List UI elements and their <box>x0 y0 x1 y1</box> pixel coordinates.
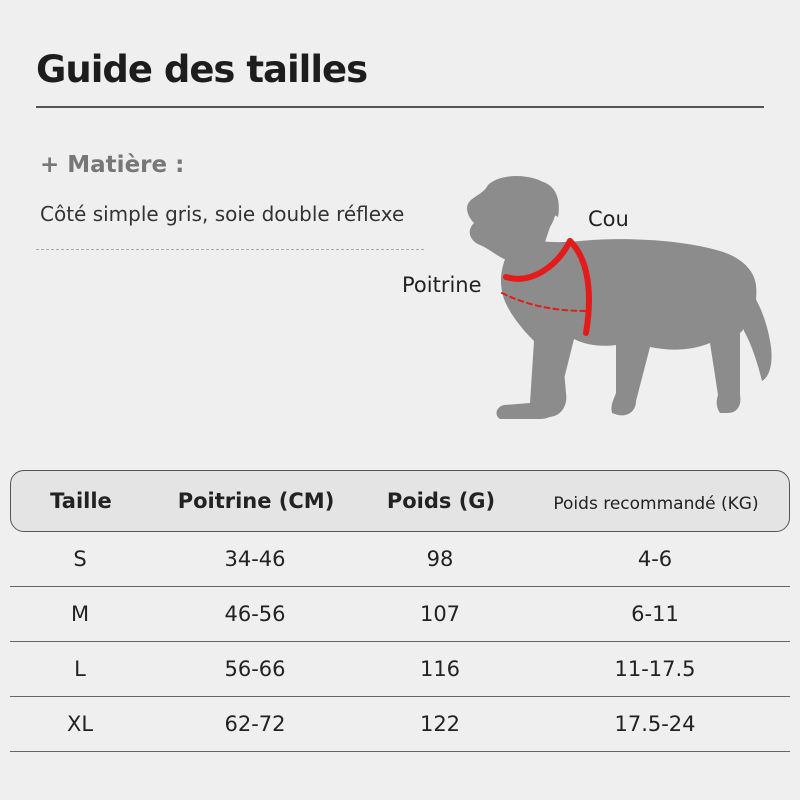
table-row <box>10 532 790 587</box>
table-row <box>10 697 790 752</box>
header-size: Taille <box>50 489 112 513</box>
recommended-weight-cell: 6-11 <box>631 602 679 626</box>
header-weight: Poids (G) <box>386 489 496 513</box>
size-cell: XL <box>66 712 94 736</box>
chest-cell: 46-56 <box>224 602 286 626</box>
weight-cell: 116 <box>419 657 461 681</box>
weight-cell: 122 <box>419 712 461 736</box>
size-table <box>10 470 790 752</box>
dotted-divider <box>36 249 424 250</box>
size-cell: L <box>74 657 86 681</box>
header-chest: Poitrine (CM) <box>177 489 335 513</box>
material-heading: + Matière : <box>40 152 185 178</box>
material-description: Côté simple gris, soie double réflexe <box>40 202 405 226</box>
page-title: Guide des tailles <box>36 48 368 91</box>
weight-cell: 98 <box>426 547 454 571</box>
table-row <box>10 642 790 697</box>
chest-label: Poitrine <box>402 273 482 297</box>
header-recommended-weight: Poids recommandé (KG) <box>553 493 759 514</box>
neck-label: Cou <box>588 207 629 231</box>
chest-cell: 62-72 <box>224 712 286 736</box>
recommended-weight-cell: 4-6 <box>637 547 673 571</box>
recommended-weight-cell: 17.5-24 <box>614 712 696 736</box>
table-row <box>10 587 790 642</box>
weight-cell: 107 <box>419 602 461 626</box>
title-divider <box>36 106 764 108</box>
size-cell: M <box>70 602 90 626</box>
size-cell: S <box>73 547 87 571</box>
chest-cell: 56-66 <box>224 657 286 681</box>
chest-cell: 34-46 <box>224 547 286 571</box>
recommended-weight-cell: 11-17.5 <box>614 657 696 681</box>
dog-harness-illustration <box>440 165 780 435</box>
table-header <box>10 470 790 532</box>
